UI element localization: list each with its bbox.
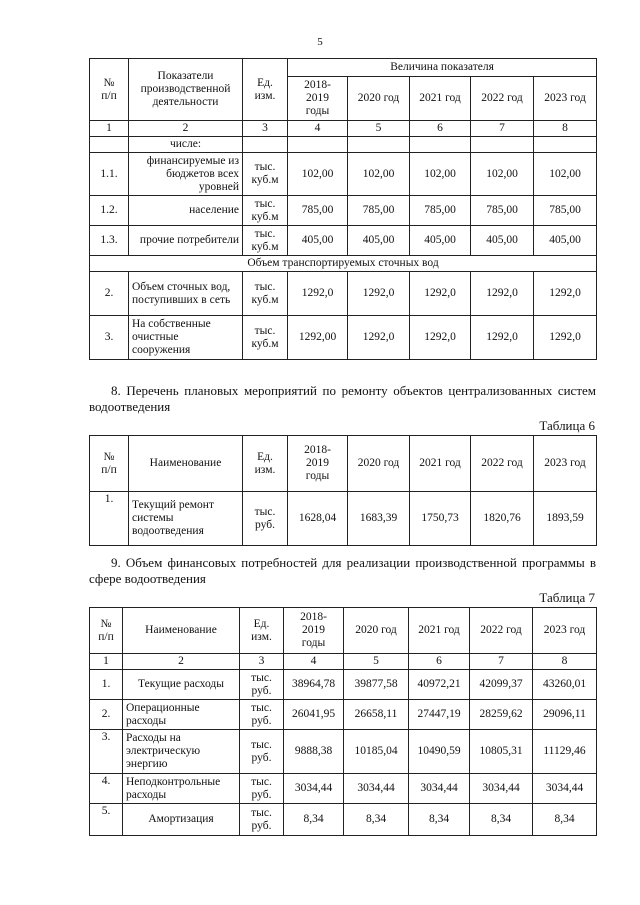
page-number: 5 bbox=[317, 36, 323, 48]
header-year: 2018- 2019 годы bbox=[284, 608, 344, 654]
col-number: 3 bbox=[240, 654, 284, 670]
table-row: 3. Расходы на электрическую энергию тыс. руб. 9888,38 10185,04 10490,59 10805,31 11129,46 bbox=[90, 730, 597, 774]
col-number: 7 bbox=[470, 654, 533, 670]
header-name: Наименование bbox=[123, 608, 240, 654]
header-year: 2018- 2019 годы bbox=[288, 77, 348, 121]
section-heading: Объем транспортируемых сточных вод bbox=[90, 256, 597, 272]
header-year: 2020 год bbox=[348, 77, 410, 121]
table-row: 3. На собственные очистные сооружения тыс. куб.м 1292,00 1292,0 1292,0 1292,0 1292,0 bbox=[90, 316, 597, 360]
header-unit: Ед. изм. bbox=[240, 608, 284, 654]
header-year: 2023 год bbox=[534, 77, 597, 121]
table-row: 2. Объем сточных вод, поступивших в сеть тыс. куб.м 1292,0 1292,0 1292,0 1292,0 1292,0 bbox=[90, 272, 597, 316]
table-row: 1.2. население тыс. куб.м 785,00 785,00 785,00 785,00 785,00 bbox=[90, 196, 597, 226]
header-num: № п/п bbox=[90, 436, 129, 492]
header-year: 2022 год bbox=[471, 436, 534, 492]
col-number: 4 bbox=[288, 121, 348, 137]
header-year: 2023 год bbox=[534, 436, 597, 492]
col-number: 8 bbox=[534, 121, 597, 137]
table-row: 1.1. финансируемые из бюджетов всех уровней тыс. куб.м 102,00 102,00 102,00 102,00 102,00 bbox=[90, 153, 597, 196]
repair-measures-table bbox=[89, 435, 597, 546]
col-number: 6 bbox=[410, 121, 471, 137]
table-7-caption: Таблица 7 bbox=[539, 590, 595, 605]
header-value-group: Величина показателя bbox=[288, 59, 597, 77]
header-year: 2023 год bbox=[533, 608, 597, 654]
section-8-heading: 8. Перечень плановых мероприятий по ремонту объектов централизованных систем водоотведения bbox=[89, 383, 596, 414]
header-year: 2022 год bbox=[470, 608, 533, 654]
col-number: 1 bbox=[90, 654, 123, 670]
production-indicators-table bbox=[89, 58, 597, 360]
col-number: 8 bbox=[533, 654, 597, 670]
header-year: 2020 год bbox=[344, 608, 409, 654]
col-number: 5 bbox=[348, 121, 410, 137]
col-number: 7 bbox=[471, 121, 534, 137]
table-row: 1. Текущие расходы тыс. руб. 38964,78 39877,58 40972,21 42099,37 43260,01 bbox=[90, 670, 597, 700]
header-name: Наименование bbox=[129, 436, 243, 492]
col-number: 3 bbox=[243, 121, 288, 137]
header-num: № п/п bbox=[90, 59, 129, 121]
header-year: 2022 год bbox=[471, 77, 534, 121]
col-number: 1 bbox=[90, 121, 129, 137]
header-year: 2020 год bbox=[348, 436, 410, 492]
header-year: 2018- 2019 годы bbox=[288, 436, 348, 492]
header-num: № п/п bbox=[90, 608, 123, 654]
header-year: 2021 год bbox=[409, 608, 470, 654]
col-number: 2 bbox=[123, 654, 240, 670]
col-number: 4 bbox=[284, 654, 344, 670]
continuation-text: числе: bbox=[129, 137, 243, 153]
header-unit: Ед. изм. bbox=[243, 59, 288, 121]
table-row: 1.3. прочие потребители тыс. куб.м 405,00 405,00 405,00 405,00 405,00 bbox=[90, 226, 597, 256]
header-unit: Ед. изм. bbox=[243, 436, 288, 492]
header-year: 2021 год bbox=[410, 436, 471, 492]
col-number: 5 bbox=[344, 654, 409, 670]
financial-needs-table bbox=[89, 607, 597, 836]
table-row: 1. Текущий ремонт системы водоотведения тыс. руб. 1628,04 1683,39 1750,73 1820,76 1893,59 bbox=[90, 492, 597, 546]
table-row: 4. Неподконтрольные расходы тыс. руб. 3034,44 3034,44 3034,44 3034,44 3034,44 bbox=[90, 774, 597, 804]
table-6-caption: Таблица 6 bbox=[539, 418, 595, 433]
header-indicator: Показатели производственной деятельности bbox=[129, 59, 243, 121]
col-number: 2 bbox=[129, 121, 243, 137]
table-row: 5. Амортизация тыс. руб. 8,34 8,34 8,34 8,34 8,34 bbox=[90, 804, 597, 836]
col-number: 6 bbox=[409, 654, 470, 670]
table-row: 2. Операционные расходы тыс. руб. 26041,95 26658,11 27447,19 28259,62 29096,11 bbox=[90, 700, 597, 730]
section-9-heading: 9. Объем финансовых потребностей для реализации производственной программы в сфере водоотведения bbox=[89, 555, 596, 586]
header-year: 2021 год bbox=[410, 77, 471, 121]
